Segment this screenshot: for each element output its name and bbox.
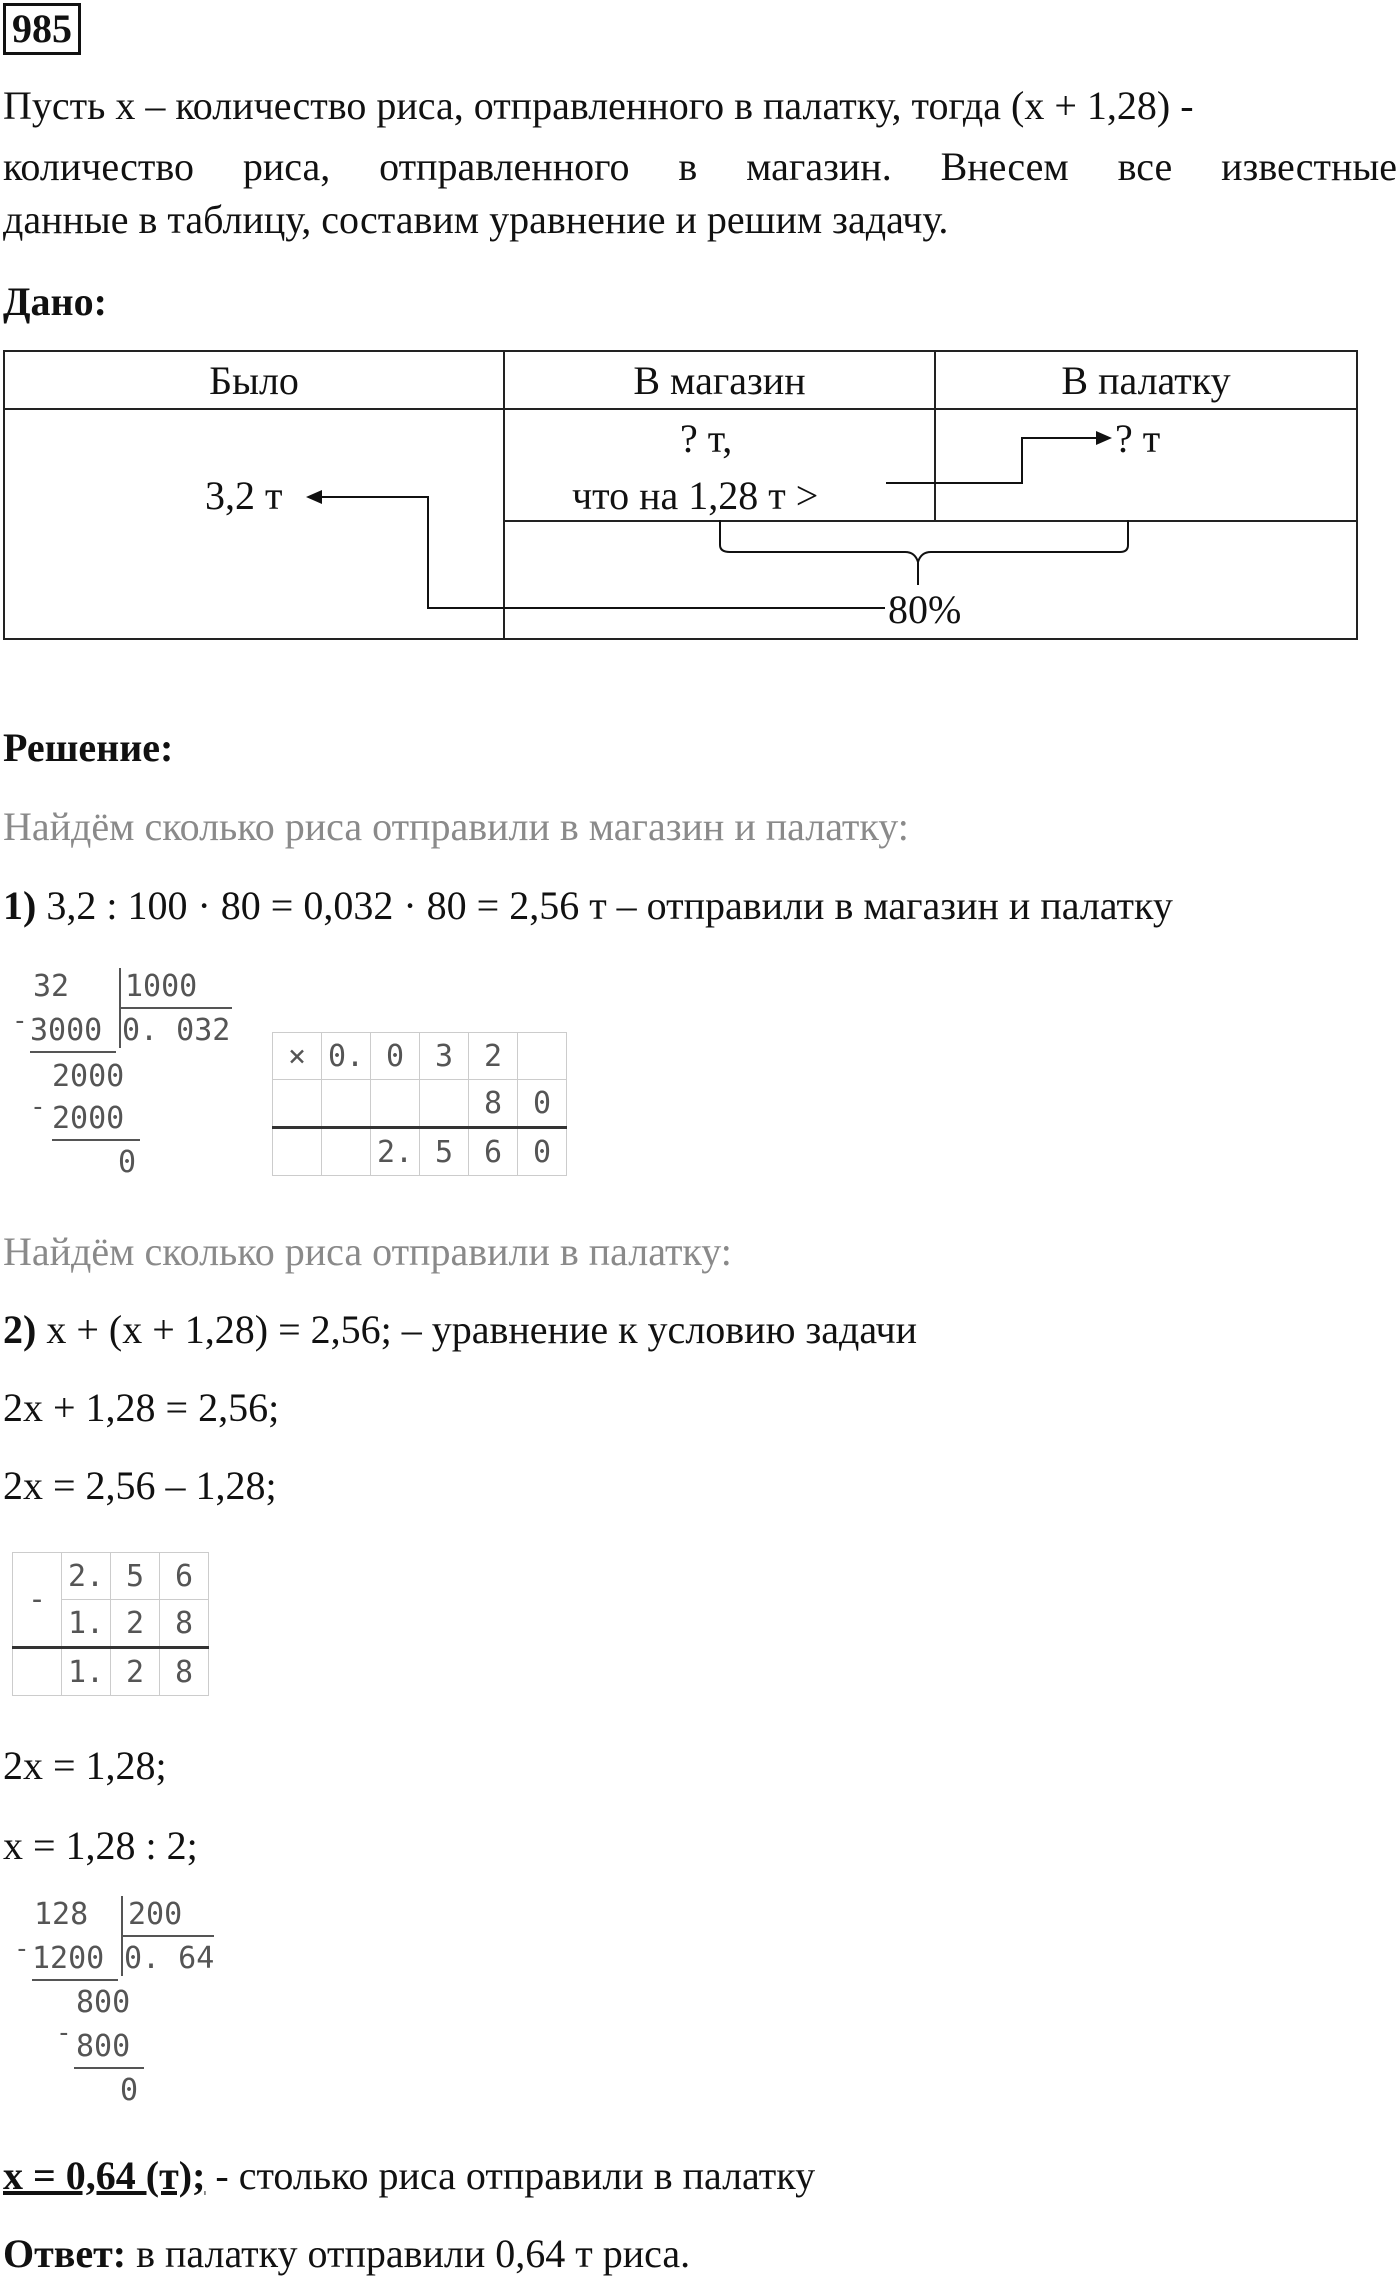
sub-sign: - <box>13 1553 62 1648</box>
intro-line-3: данные в таблицу, составим уравнение и решим задачу. <box>3 197 949 242</box>
mult-cell <box>371 1080 420 1128</box>
mult-cell <box>273 1080 322 1128</box>
sub-cell: 1. <box>62 1648 111 1696</box>
step-2-text: x + (x + 1,28) = 2,56; – уравнение к условию задачи <box>46 1307 918 1352</box>
equation-3: 2x = 1,28; <box>3 1743 167 1788</box>
shop-question: ? т, <box>680 416 733 461</box>
result-value: x = 0,64 (т); <box>3 2153 206 2198</box>
div2-quotient: 0. 64 <box>124 1941 215 1976</box>
mult-cell: 8 <box>469 1080 518 1128</box>
step-2 <box>3 1306 917 1354</box>
answer-line <box>3 2230 690 2278</box>
sub-cell <box>13 1648 62 1696</box>
equation-4: x = 1,28 : 2; <box>3 1823 198 1868</box>
sub-cell: 2 <box>111 1648 160 1696</box>
answer-label: Ответ: <box>3 2231 127 2276</box>
multiplication-grid <box>272 1032 567 1176</box>
header-was: Было <box>4 351 504 409</box>
div1-sub2: 2000 <box>52 1101 125 1136</box>
equation-2: 2x = 2,56 – 1,28; <box>3 1463 277 1508</box>
mult-cell <box>273 1128 322 1176</box>
given-arrows <box>0 0 1400 660</box>
mult-sign: × <box>273 1033 322 1080</box>
step-1 <box>3 882 1173 930</box>
sub-cell: 2. <box>62 1553 111 1600</box>
div2-minus-1: - <box>14 1934 30 1964</box>
div1-quotient: 0. 032 <box>122 1013 231 1048</box>
mult-cell: 0. <box>322 1033 371 1080</box>
sub-cell: 8 <box>160 1600 209 1648</box>
division-1 <box>10 968 240 1178</box>
mult-cell <box>322 1128 371 1176</box>
mult-cell <box>420 1080 469 1128</box>
was-value: 3,2 т <box>205 473 283 518</box>
result-line <box>3 2152 815 2200</box>
given-label: Дано: <box>3 279 107 324</box>
step-2-number: 2) <box>3 1307 37 1352</box>
result-text: - столько риса отправили в палатку <box>205 2153 816 2198</box>
mult-cell: 3 <box>420 1033 469 1080</box>
mult-cell: 6 <box>469 1128 518 1176</box>
div2-rem1: 800 <box>76 1985 131 2020</box>
div2-rem2: 0 <box>120 2073 139 2108</box>
equation-1: 2x + 1,28 = 2,56; <box>3 1385 280 1430</box>
div1-dividend: 32 <box>33 969 70 1004</box>
mult-cell: 0 <box>518 1128 567 1176</box>
mult-cell: 2. <box>371 1128 420 1176</box>
intro-line-1: Пусть x – количество риса, отправленного в палатку, тогда (x + 1,28) - <box>3 83 1194 128</box>
div2-divisor: 200 <box>128 1897 183 1932</box>
mult-cell: 0 <box>518 1080 567 1128</box>
div1-minus-1: - <box>12 1006 28 1036</box>
division-2 <box>12 1896 232 2106</box>
sub-cell: 2 <box>111 1600 160 1648</box>
answer-text: в палатку отправили 0,64 т риса. <box>126 2231 691 2276</box>
shop-more: что на 1,28 т > <box>572 473 819 518</box>
mult-cell <box>518 1033 567 1080</box>
div1-rem2: 0 <box>118 1145 137 1180</box>
div2-dividend: 128 <box>34 1897 89 1932</box>
mult-cell <box>322 1080 371 1128</box>
tent-question: ? т <box>1115 416 1161 461</box>
step-1-number: 1) <box>3 883 37 928</box>
div1-rem1: 2000 <box>52 1059 125 1094</box>
step-1-text: 3,2 : 100 · 80 = 0,032 · 80 = 2,56 т – отправили в магазин и палатку <box>46 883 1173 928</box>
sub-cell: 1. <box>62 1600 111 1648</box>
mult-cell: 5 <box>420 1128 469 1176</box>
div1-minus-2: - <box>30 1092 46 1122</box>
div1-divisor: 1000 <box>125 969 198 1004</box>
sub-cell: 8 <box>160 1648 209 1696</box>
task-number: 985 <box>3 3 81 55</box>
header-shop: В магазин <box>504 351 935 409</box>
header-tent: В палатку <box>935 351 1357 409</box>
solution-label: Решение: <box>3 725 174 770</box>
hint-2: Найдём сколько риса отправили в палатку: <box>3 1229 732 1274</box>
hint-1: Найдём сколько риса отправили в магазин и палатку: <box>3 804 909 849</box>
sub-cell: 5 <box>111 1553 160 1600</box>
percent-value: 80% <box>888 587 962 632</box>
div2-sub2: 800 <box>76 2029 131 2064</box>
mult-cell: 0 <box>371 1033 420 1080</box>
intro-line-2: количество риса, отправленного в магазин. Внесем все известные <box>3 144 1397 189</box>
div2-sub1: 1200 <box>32 1941 105 1976</box>
mult-cell: 2 <box>469 1033 518 1080</box>
div2-minus-2: - <box>56 2018 72 2048</box>
div1-sub1: 3000 <box>30 1013 103 1048</box>
subtraction-grid <box>12 1552 209 1696</box>
sub-cell: 6 <box>160 1553 209 1600</box>
